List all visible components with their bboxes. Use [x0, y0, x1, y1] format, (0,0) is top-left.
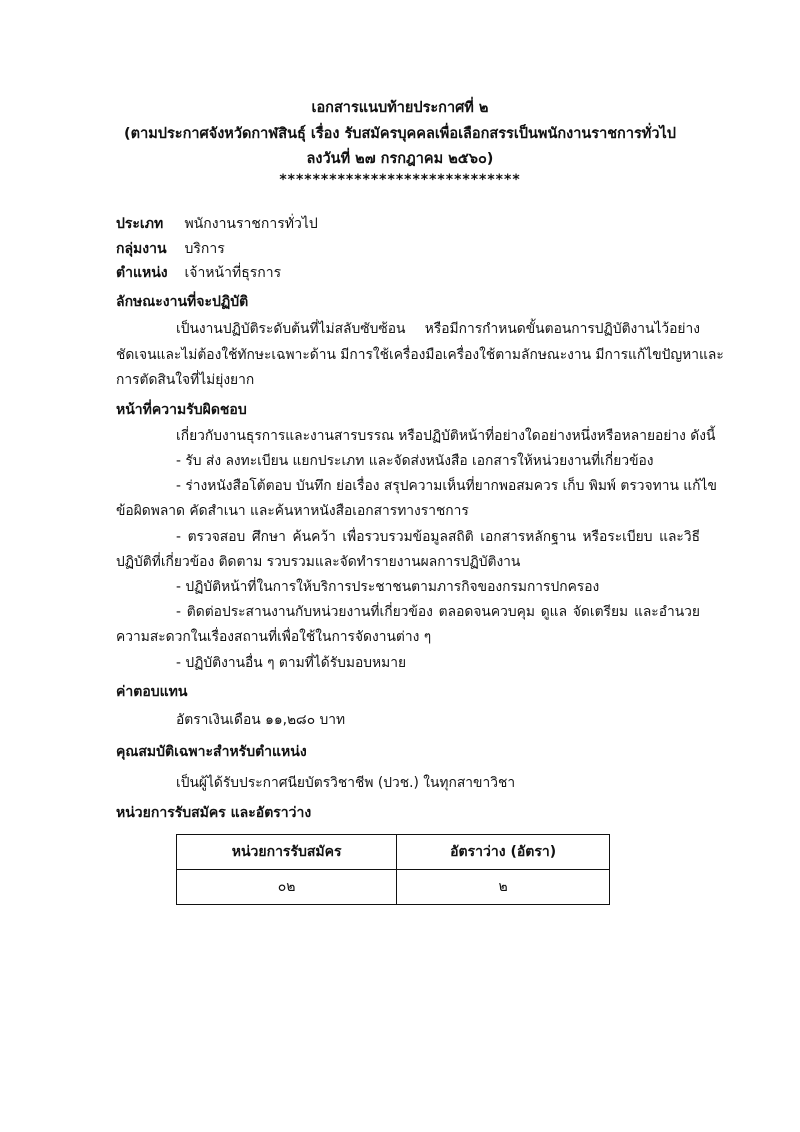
field-type — [116, 213, 318, 235]
document-title: เอกสารแนบท้ายประกาศที่ ๒ — [311, 100, 489, 116]
qualification-text: เป็นผู้ได้รับประกาศนียบัตรวิชาชีพ (ปวช.) ในทุกสาขาวิชา — [176, 775, 516, 791]
duty-line: เกี่ยวกับงานธุรการและงานสารบรรณ หรือปฏิบัติหน้าที่อย่างใดอย่างหนึ่งหรือหลายอย่าง ดังนี้ — [176, 428, 716, 444]
heading-qualifications: คุณสมบัติเฉพาะสำหรับตำแหน่ง — [116, 744, 307, 760]
field-value: บริการ — [184, 241, 225, 257]
column-header: หน่วยการรับสมัคร — [177, 835, 397, 870]
salary-text: อัตราเงินเดือน ๑๑,๒๘๐ บาท — [176, 712, 346, 728]
paragraph-line: การตัดสินใจที่ไม่ยุ่งยาก — [116, 372, 255, 388]
field-label: ประเภท — [116, 216, 164, 232]
table-row — [177, 870, 610, 905]
heading-job-nature: ลักษณะงานที่จะปฏิบัติ — [116, 294, 249, 310]
field-label: กลุ่มงาน — [116, 241, 167, 257]
duty-line: - รับ ส่ง ลงทะเบียน แยกประเภท และจัดส่งหนังสือ เอกสารให้หน่วยงานที่เกี่ยวข้อง — [176, 453, 654, 469]
field-label: ตำแหน่ง — [116, 265, 168, 281]
field-value: เจ้าหน้าที่ธุรการ — [184, 265, 282, 281]
table-cell: ๐๒ — [177, 870, 397, 905]
field-value: พนักงานราชการทั่วไป — [184, 216, 318, 232]
paragraph-line: เป็นงานปฏิบัติระดับต้นที่ไม่สลับซับซ้อน หรือมีการกำหนดขั้นตอนการปฏิบัติงานไว้อย่าง — [176, 321, 700, 337]
document-date: ลงวันที่ ๒๗ กรกฎาคม ๒๕๖๐) — [306, 151, 494, 167]
column-header: อัตราว่าง (อัตรา) — [397, 835, 610, 870]
duty-line: ความสะดวกในเรื่องสถานที่เพื่อใช้ในการจัดงานต่าง ๆ — [116, 629, 432, 645]
duty-line: - ตรวจสอบ ศึกษา ค้นคว้า เพื่อรวบรวมข้อมูลสถิติ เอกสารหลักฐาน หรือระเบียบ และวิธี — [176, 529, 700, 545]
paragraph-line: ชัดเจนและไม่ต้องใช้ทักษะเฉพาะด้าน มีการใช้เครื่องมือเครื่องใช้ตามลักษณะงาน มีการแก้ไขปัญหาและ — [116, 347, 724, 363]
heading-compensation: ค่าตอบแทน — [116, 684, 188, 700]
table-cell: ๒ — [397, 870, 610, 905]
duty-line: - ติดต่อประสานงานกับหน่วยงานที่เกี่ยวข้อง ตลอดจนควบคุม ดูแล จัดเตรียม และอำนวย — [176, 604, 700, 620]
field-group — [116, 238, 225, 260]
duty-line: - ปฏิบัติงานอื่น ๆ ตามที่ได้รับมอบหมาย — [176, 655, 407, 671]
separator-stars: ***************************** — [279, 172, 521, 188]
table-header-row — [177, 835, 610, 870]
duty-line: - ปฏิบัติหน้าที่ในการให้บริการประชาชนตามภารกิจของกรมการปกครอง — [176, 579, 600, 595]
heading-duties: หน้าที่ความรับผิดชอบ — [116, 402, 247, 418]
document-subtitle: (ตามประกาศจังหวัดกาฬสินธุ์ เรื่อง รับสมัครบุคคลเพื่อเลือกสรรเป็นพนักงานราชการทั่วไป — [124, 126, 676, 142]
duty-line: ข้อผิดพลาด คัดสำเนา และค้นหาหนังสือเอกสารทางราชการ — [116, 503, 469, 519]
duty-line: ปฏิบัติที่เกี่ยวข้อง ติดตาม รวบรวมและจัดทำรายงานผลการปฏิบัติงาน — [116, 554, 521, 570]
heading-units: หน่วยการรับสมัคร และอัตราว่าง — [116, 805, 312, 821]
units-table — [176, 834, 610, 905]
duty-line: - ร่างหนังสือโต้ตอบ บันทึก ย่อเรื่อง สรุปความเห็นที่ยากพอสมควร เก็บ พิมพ์ ตรวจทาน แก้ไข — [176, 478, 717, 494]
field-position — [116, 262, 281, 284]
